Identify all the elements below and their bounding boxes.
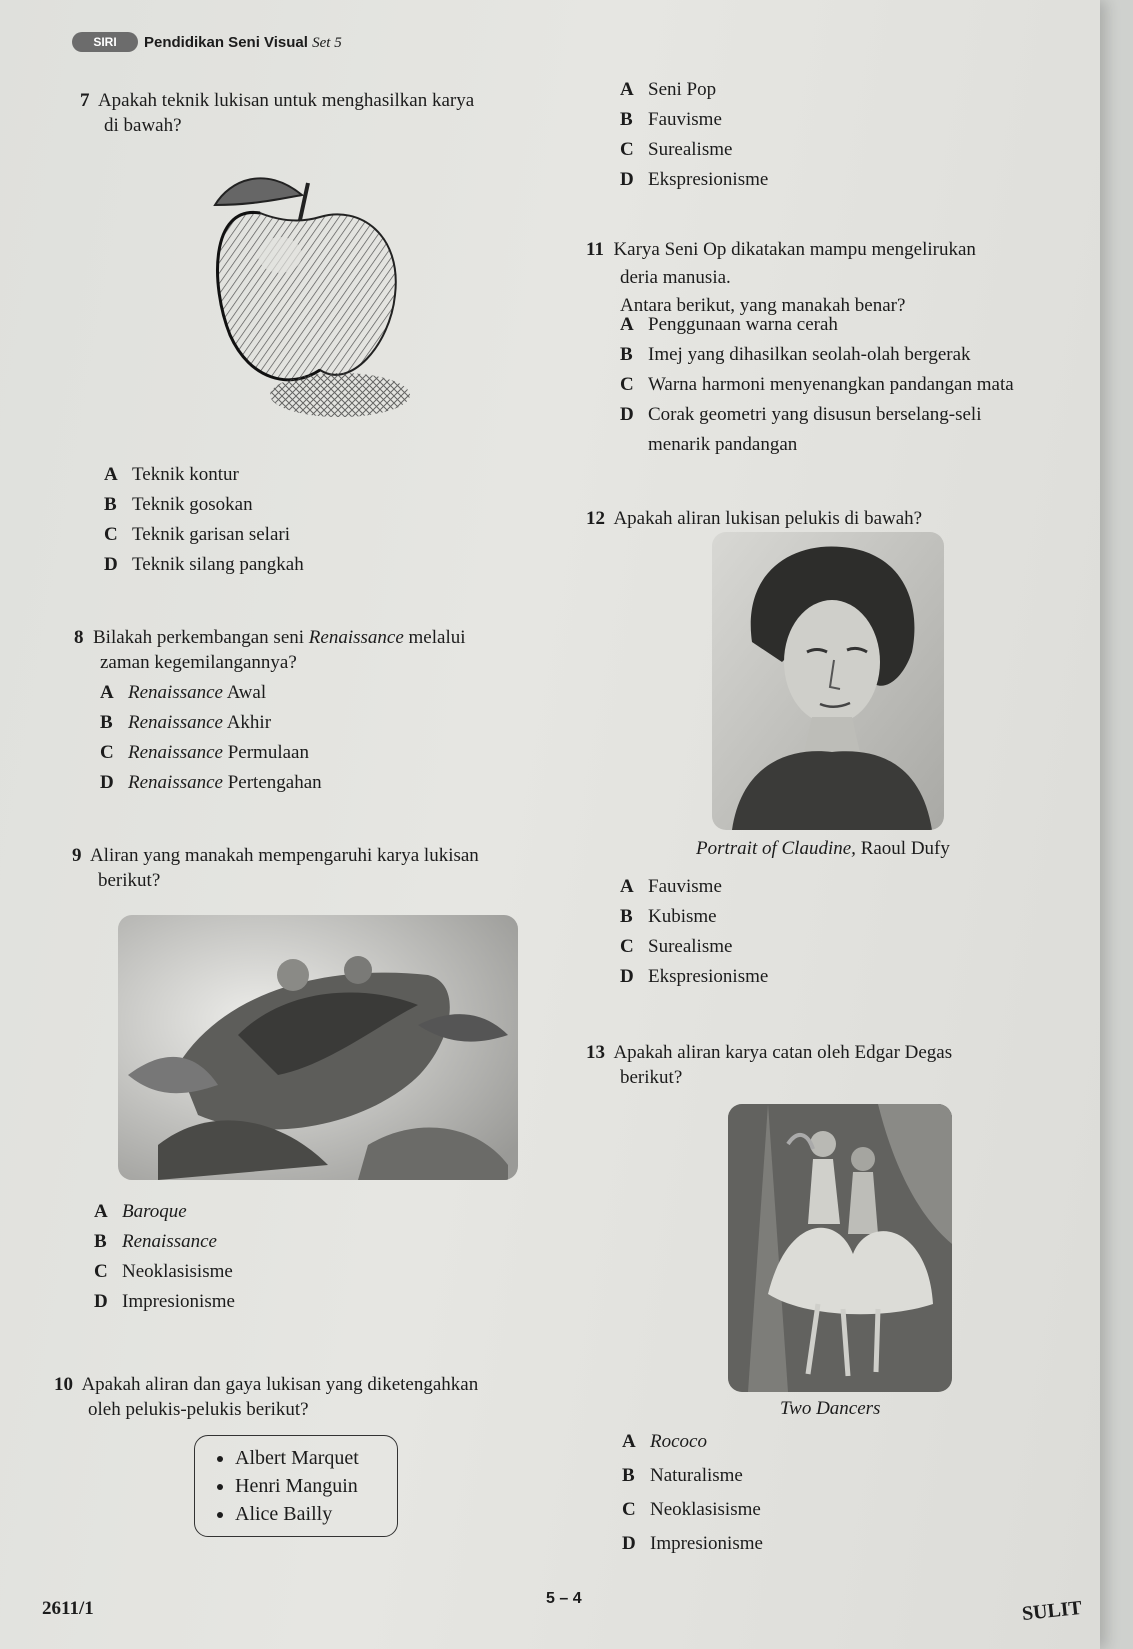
painter-item: • Henri Manguin <box>235 1472 397 1500</box>
question-9-options <box>94 1197 235 1317</box>
option-13b[interactable]: B Naturalisme <box>622 1465 743 1486</box>
option-7b[interactable]: B Teknik gosokan <box>104 494 253 515</box>
option-12b[interactable]: B Kubisme <box>620 906 717 927</box>
option-13d[interactable]: D Impresionisme <box>622 1533 763 1554</box>
two-dancers-caption: Two Dancers <box>780 1398 881 1419</box>
question-13-options <box>622 1425 763 1561</box>
baroque-ceiling-painting-image <box>118 915 518 1180</box>
option-10a[interactable]: A Seni Pop <box>620 79 717 100</box>
option-12a[interactable]: A Fauvisme <box>620 876 722 897</box>
option-11d[interactable]: D Corak geometri yang disusun berselang-seli <box>620 404 982 425</box>
option-13c[interactable]: C Neoklasisisme <box>622 1499 761 1520</box>
option-7a[interactable]: A Teknik kontur <box>104 464 239 485</box>
option-10c[interactable]: C Surealisme <box>620 139 733 160</box>
question-10: 10 Apakah aliran dan gaya lukisan yang diketengahkan oleh pelukis-pelukis berikut? <box>54 1374 479 1420</box>
painters-list-box <box>194 1435 398 1537</box>
question-10-options <box>620 75 768 195</box>
option-8b[interactable]: B Renaissance Akhir <box>100 712 272 733</box>
sulit-label: SULIT <box>1020 1596 1083 1626</box>
subject-title: Pendidikan Seni Visual <box>144 34 308 51</box>
portrait-caption: Portrait of Claudine, Raoul Dufy <box>696 838 950 859</box>
question-11: 11 Karya Seni Op dikatakan mampu mengelirukan deria manusia. Antara berikut, yang manakah benar? <box>586 239 976 316</box>
painter-item: • Alice Bailly <box>235 1500 397 1528</box>
option-9a[interactable]: A Baroque <box>94 1201 187 1222</box>
two-dancers-image <box>728 1104 952 1392</box>
option-10b[interactable]: B Fauvisme <box>620 109 722 130</box>
option-11b[interactable]: B Imej yang dihasilkan seolah-olah bergerak <box>620 344 971 365</box>
option-9b[interactable]: B Renaissance <box>94 1231 217 1252</box>
option-7c[interactable]: C Teknik garisan selari <box>104 524 291 545</box>
question-13: 13 Apakah aliran karya catan oleh Edgar Degas berikut? <box>586 1042 953 1088</box>
option-11d-continued: menarik pandangan <box>648 434 798 455</box>
option-13a[interactable]: A Rococo <box>622 1431 707 1452</box>
question-9: 9 Aliran yang manakah mempengaruhi karya lukisan berikut? <box>72 845 479 891</box>
option-11c[interactable]: C Warna harmoni menyenangkan pandangan mata <box>620 374 1014 395</box>
painter-item: • Albert Marquet <box>235 1444 397 1472</box>
option-9d[interactable]: D Impresionisme <box>94 1291 235 1312</box>
question-8-options <box>100 678 322 798</box>
question-11-options <box>620 310 1080 460</box>
option-12d[interactable]: D Ekspresionisme <box>620 966 769 987</box>
series-logo: SIRI <box>72 32 138 52</box>
apple-sketch-image <box>170 165 420 435</box>
paper-code: 2611/1 <box>42 1598 94 1619</box>
question-7-options <box>104 460 304 580</box>
option-8c[interactable]: C Renaissance Permulaan <box>100 742 309 763</box>
portrait-of-claudine-image <box>712 532 944 830</box>
set-label: Set 5 <box>312 35 342 51</box>
option-8a[interactable]: A Renaissance Awal <box>100 682 267 703</box>
question-12: 12 Apakah aliran lukisan pelukis di bawah? <box>586 508 923 529</box>
page-number: 5 – 4 <box>546 1590 582 1607</box>
option-7d[interactable]: D Teknik silang pangkah <box>104 554 304 575</box>
question-7: 7 Apakah teknik lukisan untuk menghasilkan karya di bawah? <box>80 90 475 136</box>
option-9c[interactable]: C Neoklasisisme <box>94 1261 233 1282</box>
option-12c[interactable]: C Surealisme <box>620 936 733 957</box>
question-8: 8 Bilakah perkembangan seni Renaissance melalui zaman kegemilangannya? <box>74 627 466 673</box>
question-12-options <box>620 872 768 992</box>
option-11a[interactable]: A Penggunaan warna cerah <box>620 314 838 335</box>
page-header <box>144 34 342 52</box>
option-10d[interactable]: D Ekspresionisme <box>620 169 769 190</box>
option-8d[interactable]: D Renaissance Pertengahan <box>100 772 322 793</box>
